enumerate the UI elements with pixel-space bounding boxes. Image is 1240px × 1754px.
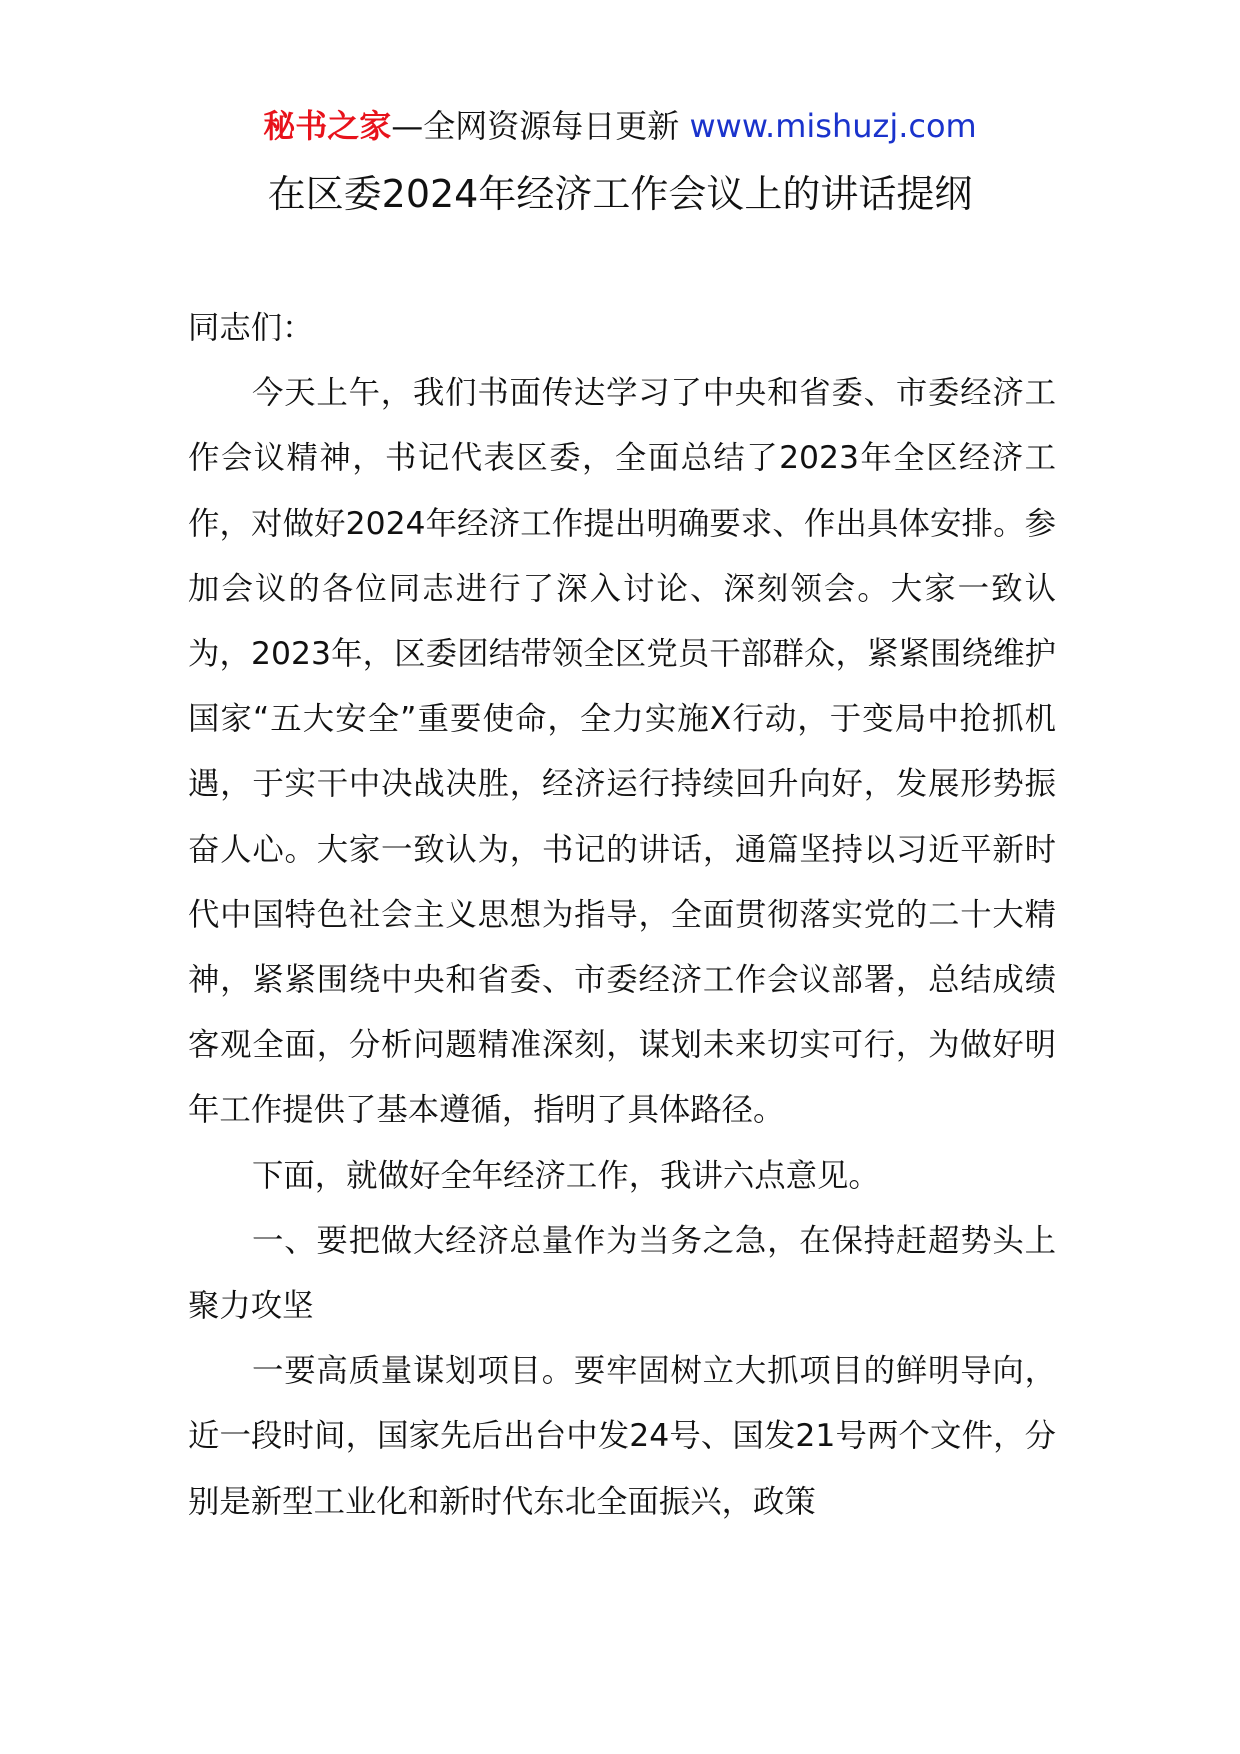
paragraph-intro: 今天上午，我们书面传达学习了中央和省委、市委经济工作会议精神，书记代表区委，全面总结了2023年全区经济工作，对做好2024年经济工作提出明确要求、作出具体安排。参加会议的各位同志进行了深入讨论、深刻领会。大家一致认为，2023年，区委团结带领全区党员干部群众，紧紧围绕维护国家“五大安全”重要使命，全力实施X行动，于变局中抢抓机遇，于实干中决战决胜，经济运行持续回升向好，发展形势振奋人心。大家一致认为，书记的讲话，通篇坚持以习近平新时代中国特色社会主义思想为指导，全面贯彻落实党的二十大精神，紧紧围绕中央和省委、市委经济工作会议部署，总结成绩客观全面，分析问题精准深刻，谋划未来切实可行，为做好明年工作提供了基本遵循，指明了具体路径。 xyxy=(188,375,1056,1129)
site-url-link[interactable]: www.mishuzj.com xyxy=(689,107,977,145)
document-title: 在区委2024年经济工作会议上的讲话提纲 xyxy=(267,172,973,216)
salutation: 同志们： xyxy=(188,310,314,346)
section-heading-1: 一、要把做大经济总量作为当务之急，在保持赶超势头上聚力攻坚 xyxy=(188,1222,1056,1325)
brand-name: 秘书之家 xyxy=(263,107,392,145)
document-body xyxy=(188,296,1056,1535)
site-banner xyxy=(0,104,1240,148)
paragraph-transition: 下面，就做好全年经济工作，我讲六点意见。 xyxy=(252,1157,880,1194)
banner-slogan: —全网资源每日更新 xyxy=(391,107,680,145)
paragraph-point-1: 一要高质量谋划项目。要牢固树立大抓项目的鲜明导向，近一段时间，国家先后出台中发24号、国发21号两个文件，分别是新型工业化和新时代东北全面振兴，政策 xyxy=(188,1353,1056,1520)
